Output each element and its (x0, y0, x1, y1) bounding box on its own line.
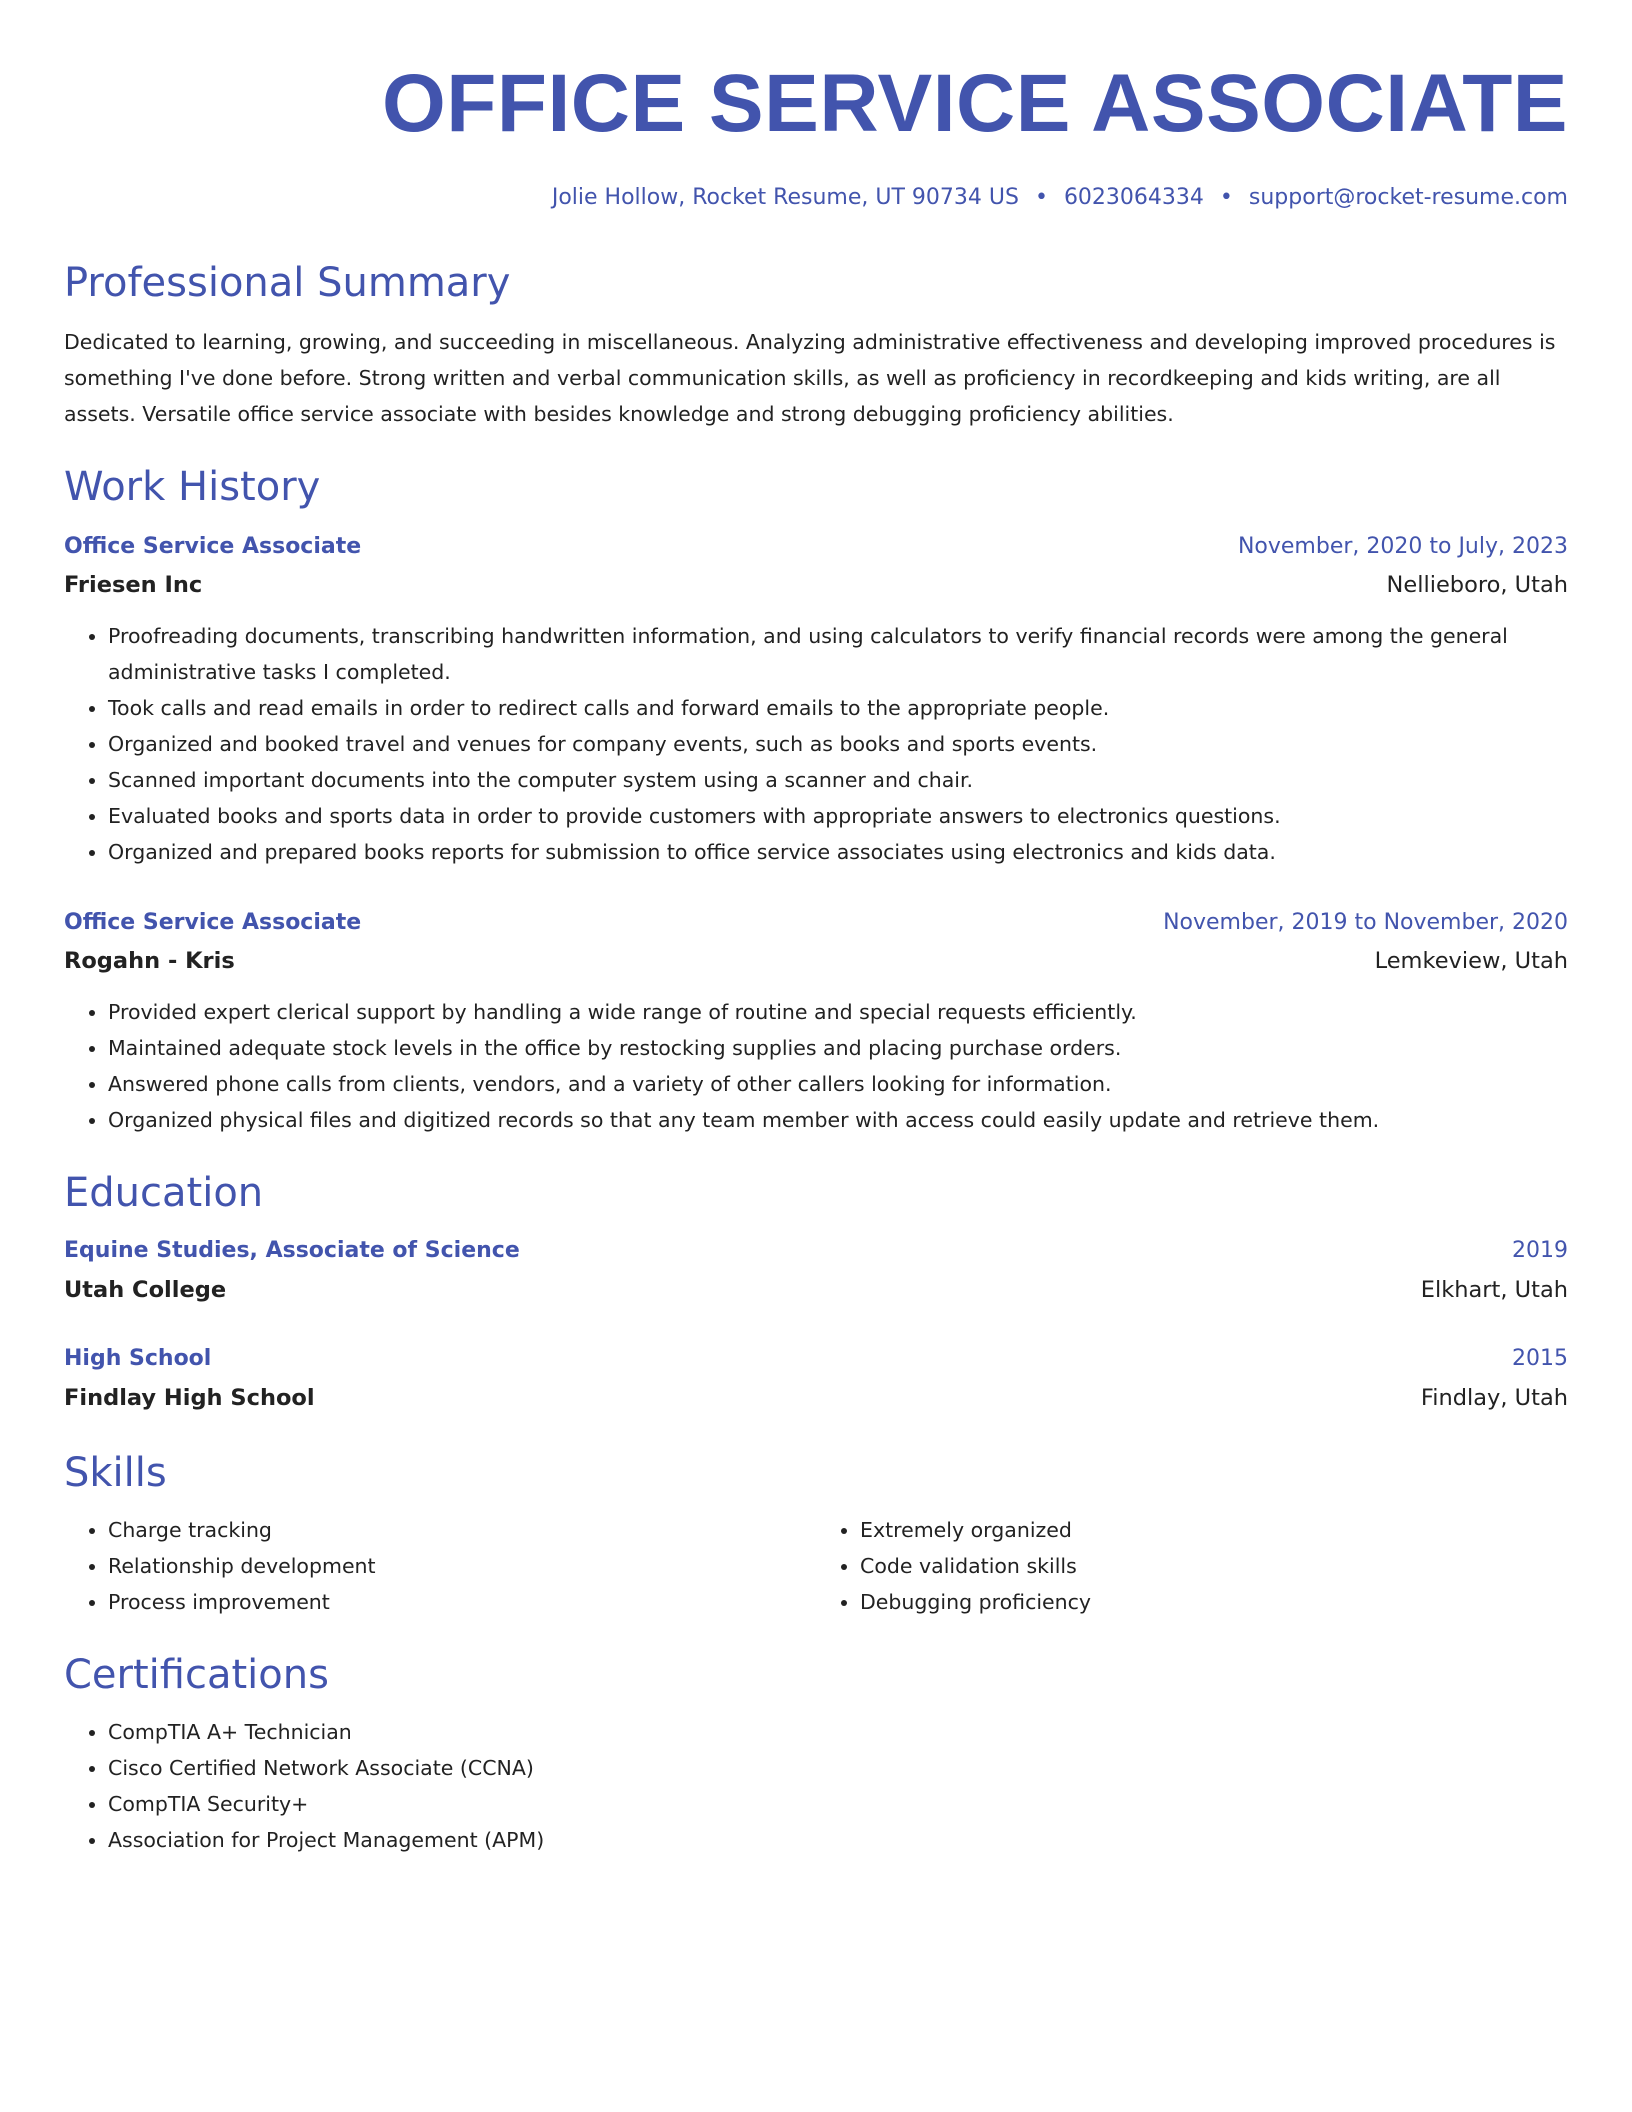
list-item: • CompTIA A+ Technician (108, 1714, 1568, 1750)
job-entry (64, 904, 1568, 1138)
education-entry (64, 1232, 1568, 1310)
education-school: Findlay High School (64, 1385, 315, 1411)
list-item: • CompTIA Security+ (108, 1786, 1568, 1822)
education-year: 2019 (1512, 1238, 1568, 1263)
job-bullets (64, 994, 1568, 1138)
list-item: • Took calls and read emails in order to redirect calls and forward emails to the appropriate people. (108, 690, 1568, 726)
list-item: • Process improvement (108, 1584, 816, 1620)
certifications-list (64, 1714, 1568, 1858)
contact-phone: 6023064334 (1063, 185, 1204, 210)
job-role: Office Service Associate (64, 910, 362, 935)
contact-line (64, 182, 1568, 214)
job-role: Office Service Associate (64, 534, 362, 559)
list-item: • Extremely organized (860, 1512, 1568, 1548)
list-item: • Evaluated books and sports data in order to provide customers with appropriate answers to electronics questions. (108, 798, 1568, 834)
contact-email: support@rocket-resume.com (1248, 185, 1568, 210)
list-item: • Maintained adequate stock levels in the office by restocking supplies and placing purchase orders. (108, 1030, 1568, 1066)
education-location: Elkhart, Utah (1420, 1277, 1568, 1303)
list-item: • Charge tracking (108, 1512, 816, 1548)
job-location: Nellieboro, Utah (1386, 572, 1568, 598)
job-entry (64, 528, 1568, 870)
summary-text: Dedicated to learning, growing, and succeeding in miscellaneous. Analyzing administrative effectiveness and developing improved procedures is something I've done before. Strong written and verbal communication skills, as well as proficiency in recordkeeping and kids writing, are all assets. Versatile office service associate with besides knowledge and strong debugging proficiency abilities. (64, 330, 1556, 426)
list-item: • Proofreading documents, transcribing handwritten information, and using calculators to verify financial records were among the general administrative tasks I completed. (108, 618, 1568, 690)
page-title: OFFICE SERVICE ASSOCIATE (382, 58, 1568, 149)
list-item: • Provided expert clerical support by handling a wide range of routine and special requests efficiently. (108, 994, 1568, 1030)
education-school: Utah College (64, 1277, 227, 1303)
education-entry (64, 1340, 1568, 1418)
skills-heading: Skills (64, 1450, 167, 1496)
job-bullets (64, 618, 1568, 870)
skills-list-right (816, 1512, 1568, 1620)
certifications-heading: Certifications (64, 1652, 329, 1698)
list-item: • Cisco Certified Network Associate (CCNA) (108, 1750, 1568, 1786)
list-item: • Organized and booked travel and venues for company events, such as books and sports events. (108, 726, 1568, 762)
list-item: • Scanned important documents into the computer system using a scanner and chair. (108, 762, 1568, 798)
job-location: Lemkeview, Utah (1374, 948, 1568, 974)
education-heading: Education (64, 1170, 264, 1216)
list-item: • Organized physical files and digitized records so that any team member with access could easily update and retrieve them. (108, 1102, 1568, 1138)
contact-separator: • (1034, 185, 1048, 210)
education-location: Findlay, Utah (1420, 1385, 1568, 1411)
skills-list-left (64, 1512, 816, 1620)
list-item: • Debugging proficiency (860, 1584, 1568, 1620)
list-item: • Organized and prepared books reports for submission to office service associates using electronics and kids data. (108, 834, 1568, 870)
summary-heading: Professional Summary (64, 260, 511, 306)
education-degree: High School (64, 1346, 212, 1371)
job-employer: Rogahn - Kris (64, 948, 235, 974)
list-item: • Relationship development (108, 1548, 816, 1584)
contact-address: Jolie Hollow, Rocket Resume, UT 90734 US (551, 185, 1019, 210)
list-item: • Code validation skills (860, 1548, 1568, 1584)
education-year: 2015 (1512, 1346, 1568, 1371)
job-employer: Friesen Inc (64, 572, 203, 598)
skills-grid (64, 1512, 1568, 1620)
list-item: • Association for Project Management (APM) (108, 1822, 1568, 1858)
job-dates: November, 2019 to November, 2020 (1163, 910, 1568, 935)
list-item: • Answered phone calls from clients, vendors, and a variety of other callers looking for information. (108, 1066, 1568, 1102)
job-dates: November, 2020 to July, 2023 (1237, 534, 1568, 559)
work-history-heading: Work History (64, 464, 321, 510)
contact-separator: • (1219, 185, 1233, 210)
education-degree: Equine Studies, Associate of Science (64, 1238, 520, 1263)
